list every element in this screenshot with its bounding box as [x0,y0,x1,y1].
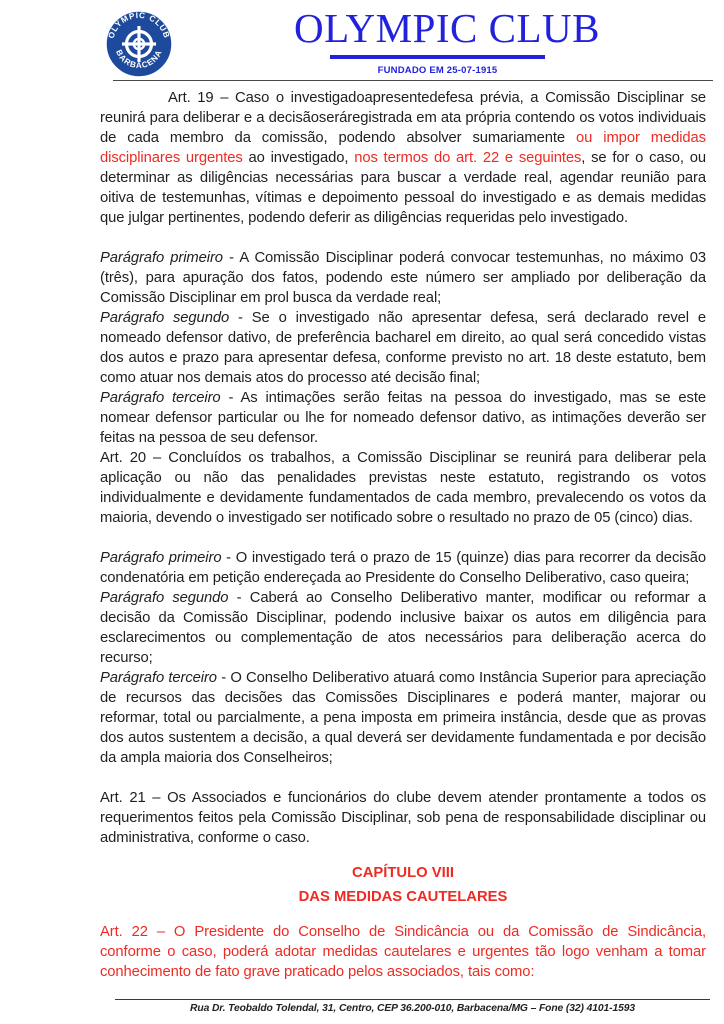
chapter-heading [100,885,706,909]
page-title: OLYMPIC CLUB [293,5,600,51]
text-run: nos termos do art. 22 e seguintes [354,150,582,166]
logo-bottom-text: BARBACENA [114,48,164,71]
logo-top-text: OLYMPIC CLUB [106,10,172,40]
text-run: - Se o investigado não apresentar defesa, será declarado revel e nomeado defensor dativo, de preferência bacharel em direito, ao qual será concedido vistas dos autos e prazo para apresentar defesa, conforme previsto no art. 18 deste estatuto, bem como atuar nos demais atos do processo até decisão final; [100,310,706,386]
paragraph [100,588,706,668]
text-run: - O Conselho Deliberativo atuará como Instância Superior para apreciação de recursos das decisões das Comissões Disciplinares e poderá manter, majorar ou reformar, total ou parcialmente, a pena imposta em primeira instância, desde que as provas dos autos sustentem a decisão, a qual deverá ser devidamente fundamentada e por decisão da ampla maioria dos Conselheiros; [100,670,706,766]
title-underline [330,55,545,59]
chapter-heading [100,861,706,885]
text-run: Art. 22 – O Presidente do Conselho de Sindicância ou da Comissão de Sindicância, conforme o caso, poderá adotar medidas cautelares e urgentes tão logo venham a tomar conhecimento de fato grave praticado pelos associados, tais como: [100,924,706,980]
document-body [100,88,706,982]
text-run: Parágrafo segundo [100,590,229,606]
text-run: Parágrafo primeiro [100,550,222,566]
text-run: ou impor medidas disciplinares urgentes [100,130,706,166]
text-run: Art. 20 – Concluídos os trabalhos, a Comissão Disciplinar se reunirá para deliberar pela aplicação ou não das penalidades previstas neste estatuto, registrando os votos individualmente e devidamente fundamentados de cada membro, prevalecendo os votos da maioria, devendo o investigado ser notificado sobre o resultado no prazo de 05 (cinco) dias. [100,450,706,526]
text-run: Parágrafo terceiro [100,670,217,686]
paragraph [100,248,706,308]
club-logo-icon [104,9,174,79]
paragraph [100,448,706,528]
spacer [100,848,706,861]
text-run: - A Comissão Disciplinar poderá convocar testemunhas, no máximo 03 (três), para apuração dos fatos, podendo este número ser ampliado por deliberação da Comissão Disciplinar em prol busca da verdade real; [100,250,706,306]
footer-address: Rua Dr. Teobaldo Tolendal, 31, Centro, CEP 36.200-010, Barbacena/MG – Fone (32) 4101-1593 [190,1003,635,1014]
club-logo [104,9,174,79]
text-run: - As intimações serão feitas na pessoa do investigado, mas se este nomear defensor particular ou lhe for nomeado defensor dativo, as intimações deverão ser feitas na pessoa de seu defensor. [100,390,706,446]
text-run: , se for o caso, ou determinar as diligências necessárias para buscar a verdade real, agendar reunião para oitiva de testemunhas, vítimas e depoimento pessoal do investigado e as demais medidas que julgar pertinentes, podendo deferir as diligências requeridas pelo investigado. [100,150,707,226]
page-footer [115,999,710,1014]
text-run: DAS MEDIDAS CAUTELARES [298,889,508,905]
paragraph [100,308,706,388]
text-run: Art. 21 – Os Associados e funcionários do clube devem atender prontamente a todos os requerimentos feitos pela Comissão Disciplinar, sob pena de responsabilidade disciplinar ou administrativa, conforme o caso. [100,790,706,846]
paragraph [100,88,706,228]
text-run: - O investigado terá o prazo de 15 (quinze) dias para recorrer da decisão condenatória em petição endereçada ao Presidente do Conselho Deliberativo, caso queira; [100,550,706,586]
paragraph [100,922,706,982]
text-run: Parágrafo primeiro [100,250,223,266]
header-divider [113,80,713,81]
text-run: Art. 19 – Caso o investigadoapresentedefesa prévia, a Comissão Disciplinar se reunirá para deliberar e a decisãoseráregistrada em ata própria contendo os votos individuais de cada membro da comissão, podendo absolver sumariamente [100,90,706,146]
page-header [0,0,724,84]
paragraph [100,788,706,848]
text-run: Parágrafo terceiro [100,390,221,406]
text-run: - Caberá ao Conselho Deliberativo manter, modificar ou reformar a decisão da Comissão Disciplinar, podendo inclusive baixar os autos em diligência para esclarecimentos ou complementação de atos necessários para deliberação acerca do recurso; [100,590,706,666]
paragraph [100,388,706,448]
text-run: Parágrafo segundo [100,310,230,326]
text-run: CAPÍTULO VIII [352,865,454,881]
paragraph [100,548,706,588]
founded-label: FUNDADO EM 25-07-1915 [377,65,498,76]
spacer [100,909,706,922]
paragraph [100,668,706,768]
text-run: ao investigado, [242,150,355,166]
